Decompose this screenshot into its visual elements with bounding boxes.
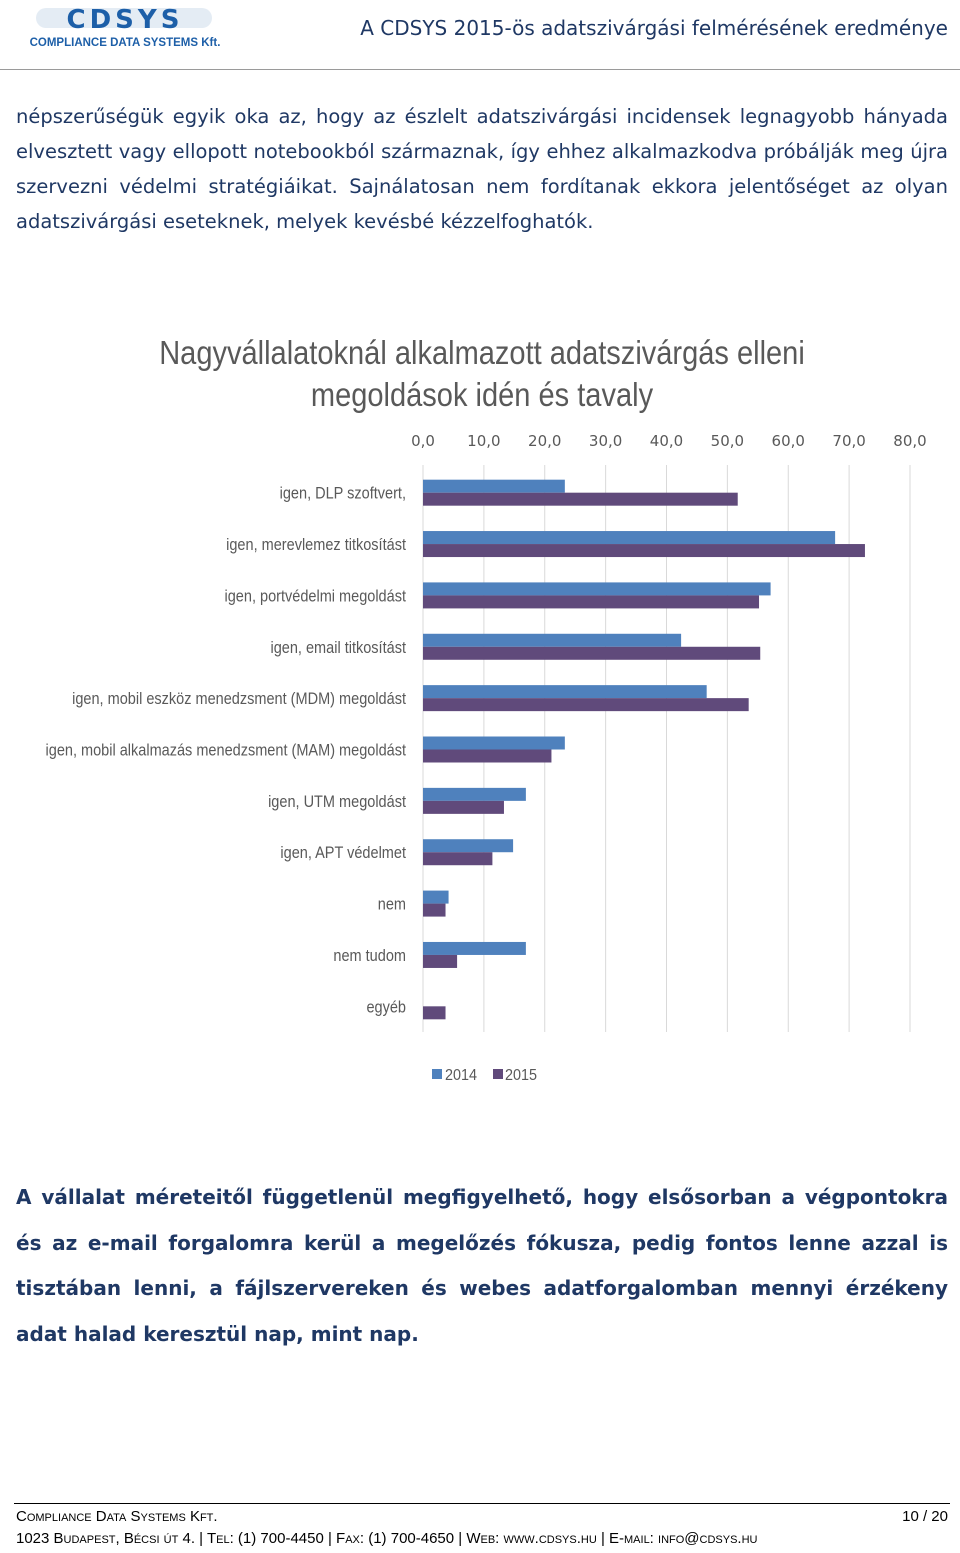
x-tick-label: 60,0: [771, 432, 805, 450]
chart-legend: [432, 1066, 537, 1084]
chart-bars: [423, 480, 865, 1020]
bar-2014: [423, 531, 835, 544]
bar-2015: [423, 493, 738, 506]
conclusion-paragraph: A vállalat méreteitől függetlenül megfigyelhető, hogy elsősorban a végpontokra és az e-mail forgalomra kerül a megelőzés fókusza, pedig fontos lenne azzal is tisztában lenni, a fájlszervereken és webes adatforgalomban mennyi érzékeny adat halad keresztül nap, mint nap.: [16, 1185, 948, 1346]
x-tick-label: 20,0: [528, 432, 562, 450]
x-tick-label: 10,0: [467, 432, 501, 450]
legend-swatch-2015: [493, 1069, 503, 1079]
chart-title-line2: megoldások idén és tavaly: [310, 376, 654, 414]
bar-2015: [423, 544, 865, 557]
footer-address: 1023 Budapest, Bécsi út 4. | Tel: (1) 700-4450 | Fax: (1) 700-4650 | Web: www.cdsys.hu | E-mail: info@cdsys.hu: [16, 1530, 758, 1547]
legend-swatch-2014: [432, 1069, 442, 1079]
category-label: igen, merevlemez titkosítást: [226, 536, 407, 555]
category-labels: [46, 485, 407, 1017]
bar-2014: [423, 788, 526, 801]
bar-2014: [423, 634, 681, 647]
x-tick-label: 0,0: [411, 432, 435, 450]
bar-2015: [423, 955, 457, 968]
chart-title-line1: Nagyvállalatoknál alkalmazott adatszivárgás elleni: [159, 334, 805, 372]
intro-paragraph: népszerűségük egyik oka az, hogy az észlelt adatszivárgási incidensek legnagyobb hányada elvesztett vagy ellopott notebookból származnak, így ehhez alkalmazkodva próbálják meg újra szervezni védelmi stratégiáikat. Sajnálatosan nem fordítanak ekkora jelentőséget az olyan adatszivárgási eseteknek, melyek kevésbé kézzelfoghatók.: [16, 105, 948, 233]
bar-2014: [423, 582, 771, 595]
category-label: egyéb: [366, 998, 406, 1017]
bar-2014: [423, 942, 526, 955]
bar-2015: [423, 698, 749, 711]
category-label: igen, portvédelmi megoldást: [224, 587, 407, 606]
x-tick-label: 30,0: [588, 432, 623, 450]
bar-2015: [423, 852, 492, 865]
bar-2014: [423, 891, 449, 904]
category-label: nem tudom: [333, 947, 406, 966]
footer-company: Compliance Data Systems Kft.: [16, 1508, 218, 1525]
logo-subtext: COMPLIANCE DATA SYSTEMS Kft.: [30, 37, 220, 49]
page-header-title: A CDSYS 2015-ös adatszivárgási felmérésének eredménye: [360, 16, 948, 40]
logo-text: CDSYS: [66, 5, 184, 35]
header-divider: [0, 69, 960, 70]
category-label: nem: [377, 895, 406, 914]
x-tick-label: 50,0: [710, 432, 745, 450]
footer-page-number: 10 / 20: [902, 1508, 948, 1525]
footer-divider: [14, 1503, 950, 1504]
bar-2015: [423, 750, 551, 763]
x-tick-label: 80,0: [893, 432, 927, 450]
category-label: igen, APT védelmet: [280, 844, 407, 863]
category-label: igen, mobil alkalmazás menedzsment (MAM) megoldást: [45, 741, 407, 760]
bar-2014: [423, 685, 707, 698]
bar-2014: [423, 839, 513, 852]
chart-container: [0, 300, 960, 1110]
category-label: igen, email titkosítást: [270, 638, 407, 658]
x-tick-label: 70,0: [832, 432, 866, 450]
company-logo: [30, 4, 220, 54]
category-label: igen, mobil eszköz menedzsment (MDM) megoldást: [72, 690, 407, 709]
category-label: igen, DLP szoftvert,: [279, 484, 407, 503]
bar-2015: [423, 1006, 446, 1019]
bar-2015: [423, 647, 760, 660]
legend-label-2014: 2014: [445, 1066, 478, 1085]
bar-2014: [423, 737, 565, 750]
x-tick-label: 40,0: [649, 432, 684, 450]
bar-2015: [423, 595, 759, 608]
bar-chart: [0, 300, 960, 1110]
bar-2015: [423, 801, 504, 814]
bar-2015: [423, 904, 446, 917]
bar-2014: [423, 480, 565, 493]
legend-label-2015: 2015: [505, 1066, 538, 1085]
x-axis-ticks: [411, 432, 927, 450]
category-label: igen, UTM megoldást: [268, 793, 407, 812]
